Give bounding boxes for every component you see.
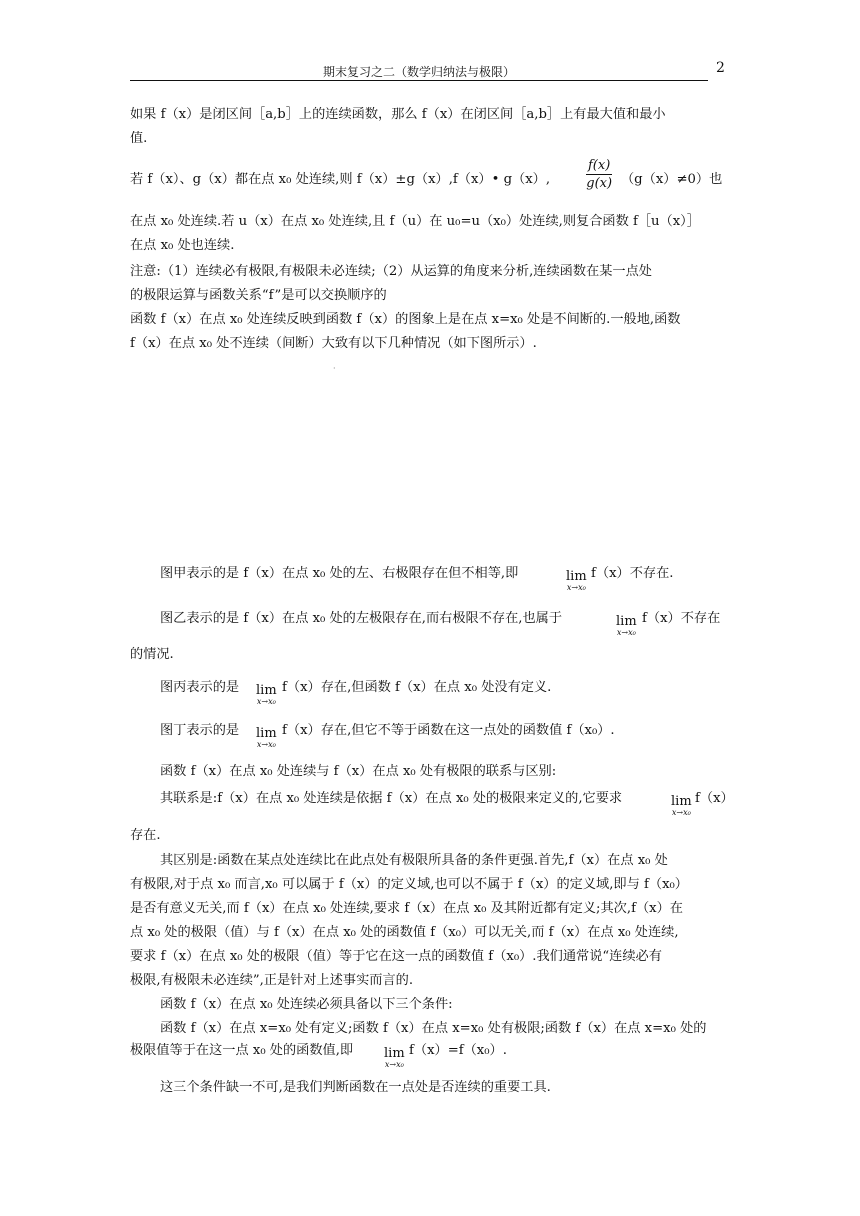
text-line: 注意:（1）连续必有极限,有极限未必连续;（2）从运算的角度来分析,连续函数在某一点处 [130, 264, 652, 279]
text-line: f（x）不存在. [591, 566, 674, 581]
text-line: 图乙表示的是 f（x）在点 x₀ 处的左极限存在,而右极限不存在,也属于 [160, 611, 563, 626]
text-line: 存在. [130, 828, 161, 843]
lim-subscript: x→x₀ [616, 628, 636, 637]
text-line: 有极限,对于点 x₀ 而言,x₀ 可以属于 f（x）的定义域,也可以不属于 f（x）的定义域,即与 f（x₀） [130, 877, 688, 892]
lim-subscript: x→x₀ [384, 1060, 404, 1069]
text-line: 极限值等于在这一点 x₀ 处的函数值,即 [130, 1043, 354, 1058]
running-header: 期末复习之二（数学归纳法与极限） [322, 65, 515, 79]
limit-expression [253, 722, 280, 749]
text-line: 图丙表示的是 [160, 680, 240, 695]
text-line: 要求 f（x）在点 x₀ 处的极限（值）等于它在这一点的函数值 f（x₀）.我们通常说“连续必有 [130, 949, 662, 964]
text-line: 在点 x₀ 处连续.若 u（x）在点 x₀ 处连续,且 f（u）在 u₀=u（x₀）处连续,则复合函数 f［u（x）］ [130, 214, 700, 229]
lim-text: lim [616, 614, 637, 629]
lim-subscript: x→x₀ [256, 697, 276, 706]
stray-dot: · [333, 364, 336, 373]
text-line: 其区别是:函数在某点处连续比在此点处有极限所具备的条件更强.首先,f（x）在点 x₀ 处 [160, 853, 668, 868]
text-line: 函数 f（x）在点 x₀ 处连续必须具备以下三个条件: [160, 997, 453, 1012]
text-line: 函数 f（x）在点 x=x₀ 处有定义;函数 f（x）在点 x=x₀ 处有极限;函数 f（x）在点 x=x₀ 处的 [160, 1021, 707, 1036]
text-line: 值. [130, 131, 148, 146]
lim-text: lim [566, 569, 587, 584]
text-line: 图丁表示的是 [160, 723, 240, 738]
lim-subscript: x→x₀ [256, 740, 276, 749]
lim-text: lim [384, 1046, 405, 1061]
text-line: 是否有意义无关,而 f（x）在点 x₀ 处连续,要求 f（x）在点 x₀ 及其附近都有定义;其次,f（x）在 [130, 901, 683, 916]
text-line: f（x）存在,但函数 f（x）在点 x₀ 处没有定义. [282, 680, 552, 695]
text-line: 点 x₀ 处的极限（值）与 f（x）在点 x₀ 处的函数值 f（x₀）可以无关,而 f（x）在点 x₀ 处连续, [130, 925, 679, 940]
lim-text: lim [256, 683, 277, 698]
text-line: f（x）=f（x₀）. [409, 1043, 507, 1058]
text-line: 函数 f（x）在点 x₀ 处连续反映到函数 f（x）的图象上是在点 x=x₀ 处是不间断的.一般地,函数 [130, 312, 681, 327]
text-line: 其联系是:f（x）在点 x₀ 处连续是依据 f（x）在点 x₀ 处的极限来定义的,它要求 [160, 791, 623, 806]
text-line: 的极限运算与函数关系“f”是可以交换顺序的 [130, 288, 387, 303]
text-line: f（x）不存在 [642, 611, 721, 626]
text-line: 若 f（x）、g（x）都在点 x₀ 处连续,则 f（x）±g（x）,f（x）• g（x）, [130, 172, 551, 187]
fraction-numerator: f(x) [588, 158, 611, 173]
page-number: 2 [716, 60, 725, 76]
text-line: 的情况. [130, 647, 174, 662]
text-line: f（x）存在,但它不等于函数在这一点处的函数值 f（x₀）. [282, 723, 615, 738]
text-line: f（x）在点 x₀ 处不连续（间断）大致有以下几种情况（如下图所示）. [130, 336, 537, 351]
limit-expression [381, 1042, 408, 1069]
lim-subscript: x→x₀ [671, 808, 691, 817]
text-line: 极限,有极限未必连续”,正是针对上述事实而言的. [130, 973, 414, 988]
limit-expression [668, 790, 695, 817]
limit-expression [613, 610, 640, 637]
text-line: 图甲表示的是 f（x）在点 x₀ 处的左、右极限存在但不相等,即 [160, 566, 519, 581]
text-line: （g（x）≠0）也 [621, 172, 723, 187]
lim-subscript: x→x₀ [566, 583, 586, 592]
limit-expression [253, 679, 280, 706]
text-line: 在点 x₀ 处也连续. [130, 238, 235, 253]
text-line: 函数 f（x）在点 x₀ 处连续与 f（x）在点 x₀ 处有极限的联系与区别: [160, 764, 557, 779]
text-line: 如果 f（x）是闭区间［a,b］上的连续函数，那么 f（x）在闭区间［a,b］上有最大值和最小 [130, 107, 666, 122]
fraction-denominator: g(x) [586, 176, 613, 191]
lim-text: lim [256, 726, 277, 741]
text-line: f（x） [695, 791, 734, 806]
text-line: 这三个条件缺一不可,是我们判断函数在一点处是否连续的重要工具. [160, 1080, 551, 1095]
header-rule [130, 80, 708, 81]
lim-text: lim [671, 794, 692, 809]
limit-expression [563, 565, 590, 592]
fraction-f-over-g [582, 159, 616, 190]
